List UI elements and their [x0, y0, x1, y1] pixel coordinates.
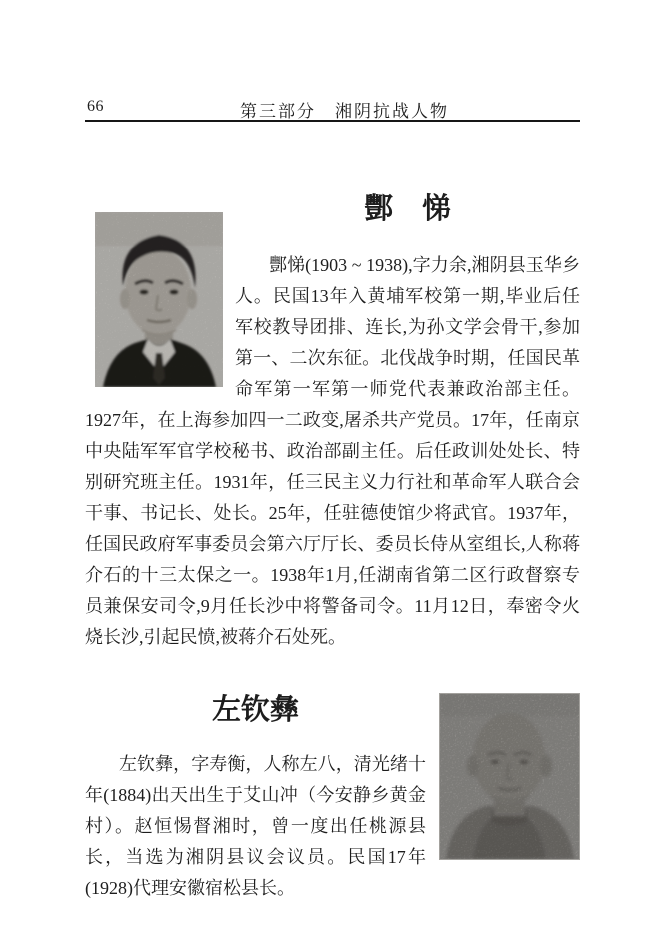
portrait-photo-zuo-qin-yi	[439, 693, 580, 860]
page-number: 66	[87, 98, 104, 115]
portrait-photo-feng-ti	[95, 212, 223, 387]
portrait-feng-ti-illustration	[95, 212, 223, 387]
bio-title-feng-ti: 酆 悌	[363, 193, 451, 225]
page-content	[85, 122, 580, 904]
bio-text-zuo-qin-yi: 左钦彝，字寿衡，人称左八，清光绪十年(1884)出天出生于艾山冲（今安静乡黄金村）。赵恒惕督湘时，曾一度出任桃源县长，当选为湘阴县议会议员。民国17年(1928)代理安徽宿松县长。	[85, 754, 426, 898]
bio-section-feng-ti	[85, 192, 580, 653]
bio-text-feng-ti: 酆悌(1903 ~ 1938),字力余,湘阴县玉华乡人。民国13年入黄埔军校第一期,毕业后任军校教导团排、连长,为孙文学会骨干,参加第一、二次东征。北伐战争时期，任国民革命军第一军第一师党代表兼政治部主任。1927年，在上海参加四一二政变,屠杀共产党员。17年，任南京中央陆军军官学校秘书、政治部副主任。后任政训处处长、特别研究班主任。1931年，任三民主义力行社和革命军人联合会干事、书记长、处长。25年，任驻德使馆少将武官。1937年，任国民政府军事委员会第六厅厅长、委员长侍从室组长,人称蒋介石的十三太保之一。1938年1月,任湖南省第二区行政督察专员兼保安司令,9月任长沙中将警备司令。11月12日，奉密令火烧长沙,引起民愤,被蒋介石处死。	[85, 255, 580, 647]
running-head	[85, 97, 580, 119]
portrait-zuo-qin-yi-illustration	[440, 694, 579, 859]
chapter-header: 第三部分 湘阴抗战人物	[240, 102, 449, 121]
bio-title-zuo-qin-yi: 左钦彝	[211, 694, 299, 726]
bio-section-zuo-qin-yi	[85, 693, 580, 904]
